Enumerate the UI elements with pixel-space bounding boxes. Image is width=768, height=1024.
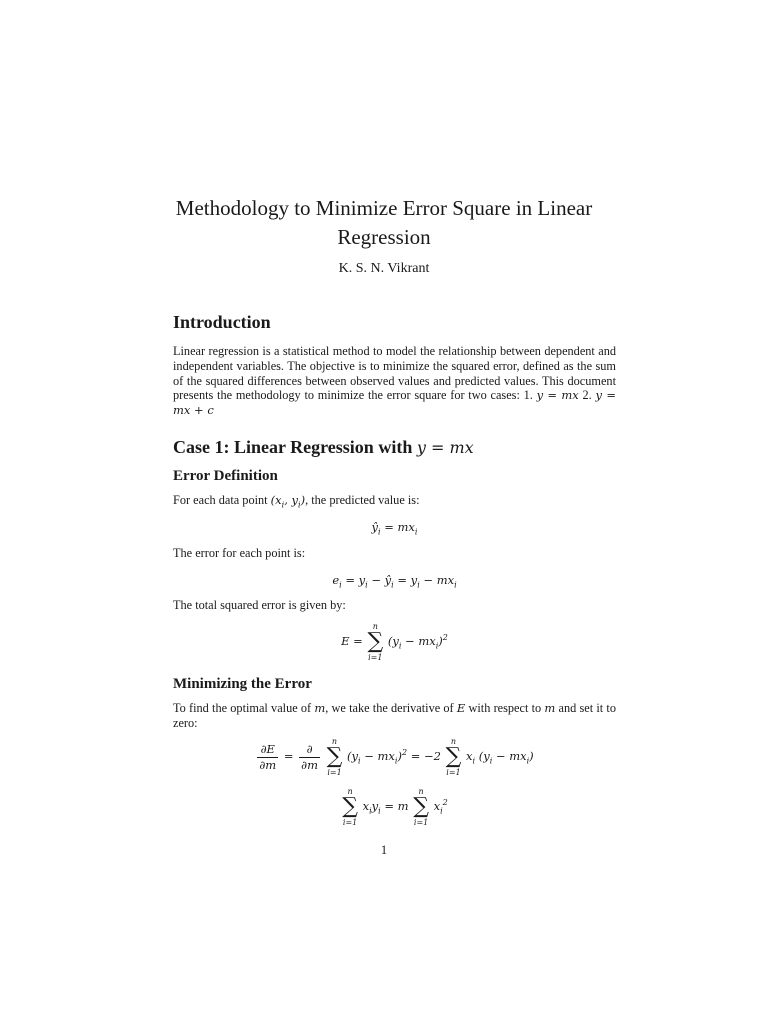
minimizing-heading-block [173, 676, 312, 693]
sum-symbol: n ∑ i=1 [326, 737, 343, 777]
sum-symbol: n ∑ i=1 [342, 787, 358, 827]
case1-heading-math: y = mx [416, 438, 474, 457]
var-m-2: m [544, 701, 556, 715]
predicted-intro-tail: , the predicted value is: [305, 493, 420, 507]
predicted-intro-line [173, 493, 616, 513]
minimizing-text-a: To find the optimal value of [173, 701, 312, 715]
case1-heading [173, 437, 474, 457]
intro-paragraph [173, 344, 616, 418]
intro-heading-block [173, 312, 271, 333]
case1-heading-text: Case 1: Linear Regression with [173, 437, 413, 457]
error-equation: $e_i = y_i$ − $ŷ_i = y_i - mx_i$ [332, 573, 457, 590]
sum-symbol: n ∑ i=1 [413, 787, 429, 827]
var-E: E [456, 701, 466, 715]
total-error-equation: E = n ∑ i=1 $(y_i - mx_i)^2$ [341, 622, 448, 662]
predicted-intro-text: For each data point [173, 493, 268, 507]
minimizing-text-d: and set it to zero: [173, 701, 616, 730]
intro-case1-eq: y = mx [536, 388, 579, 403]
data-point-math: ($x_i$, $y_i$) [270, 493, 306, 510]
intro-case2-eq: y = mx + c [173, 388, 616, 418]
minimizing-paragraph [173, 701, 616, 731]
derivative-equation: $\frac{\partial E}{\partial m}$ = $\frac{\partial}{\partial m}$ n ∑ i=1 $(y_i - mx_i)^2 = -2$ n ∑ i=1 $x_i$ $(y_i - mx_i)$ [259, 737, 534, 777]
paper-title: Methodology to Minimize Error Square in Linear Regression [175, 196, 593, 249]
normal-equation: n ∑ i=1 $x_iy_i = m$ n ∑ i=1 $x_i^2$ [342, 787, 448, 827]
sum-symbol: n ∑ i=1 [445, 737, 462, 777]
minimizing-text-c: with respect to [468, 701, 542, 715]
sum-symbol: n ∑ i=1 [367, 622, 384, 662]
intro-case2-label: 2. [582, 388, 592, 403]
case1-heading-block [173, 437, 474, 458]
dE-dm-fraction: $\frac{\partial E}{\partial m}$ [259, 741, 277, 772]
var-m: m [314, 701, 326, 715]
minimizing-heading: Minimizing the Error [173, 676, 312, 692]
page-number: 1 [380, 843, 388, 857]
total-intro-line: The total squared error is given by: [173, 598, 346, 612]
author-name: K. S. N. Vikrant [338, 261, 430, 276]
error-def-heading: Error Definition [173, 468, 278, 484]
error-intro-line: The error for each point is: [173, 546, 306, 560]
predicted-equation: $ŷ_i = mx_i$ [371, 520, 418, 537]
error-def-heading-block [173, 468, 278, 485]
intro-text: Linear regression is a statistical method to model the relationship between dependent and independent variables. The objective is to minimize the squared error, defined as the sum of the squared differences between observed values and predicted values. This document presents the methodology to minimize the error square for two cases: 1. [173, 344, 616, 403]
d-dm-fraction: $\frac{\partial}{\partial m}$ [301, 741, 318, 772]
minimizing-text-b: , we take the derivative of [325, 701, 454, 715]
intro-heading: Introduction [173, 312, 271, 332]
